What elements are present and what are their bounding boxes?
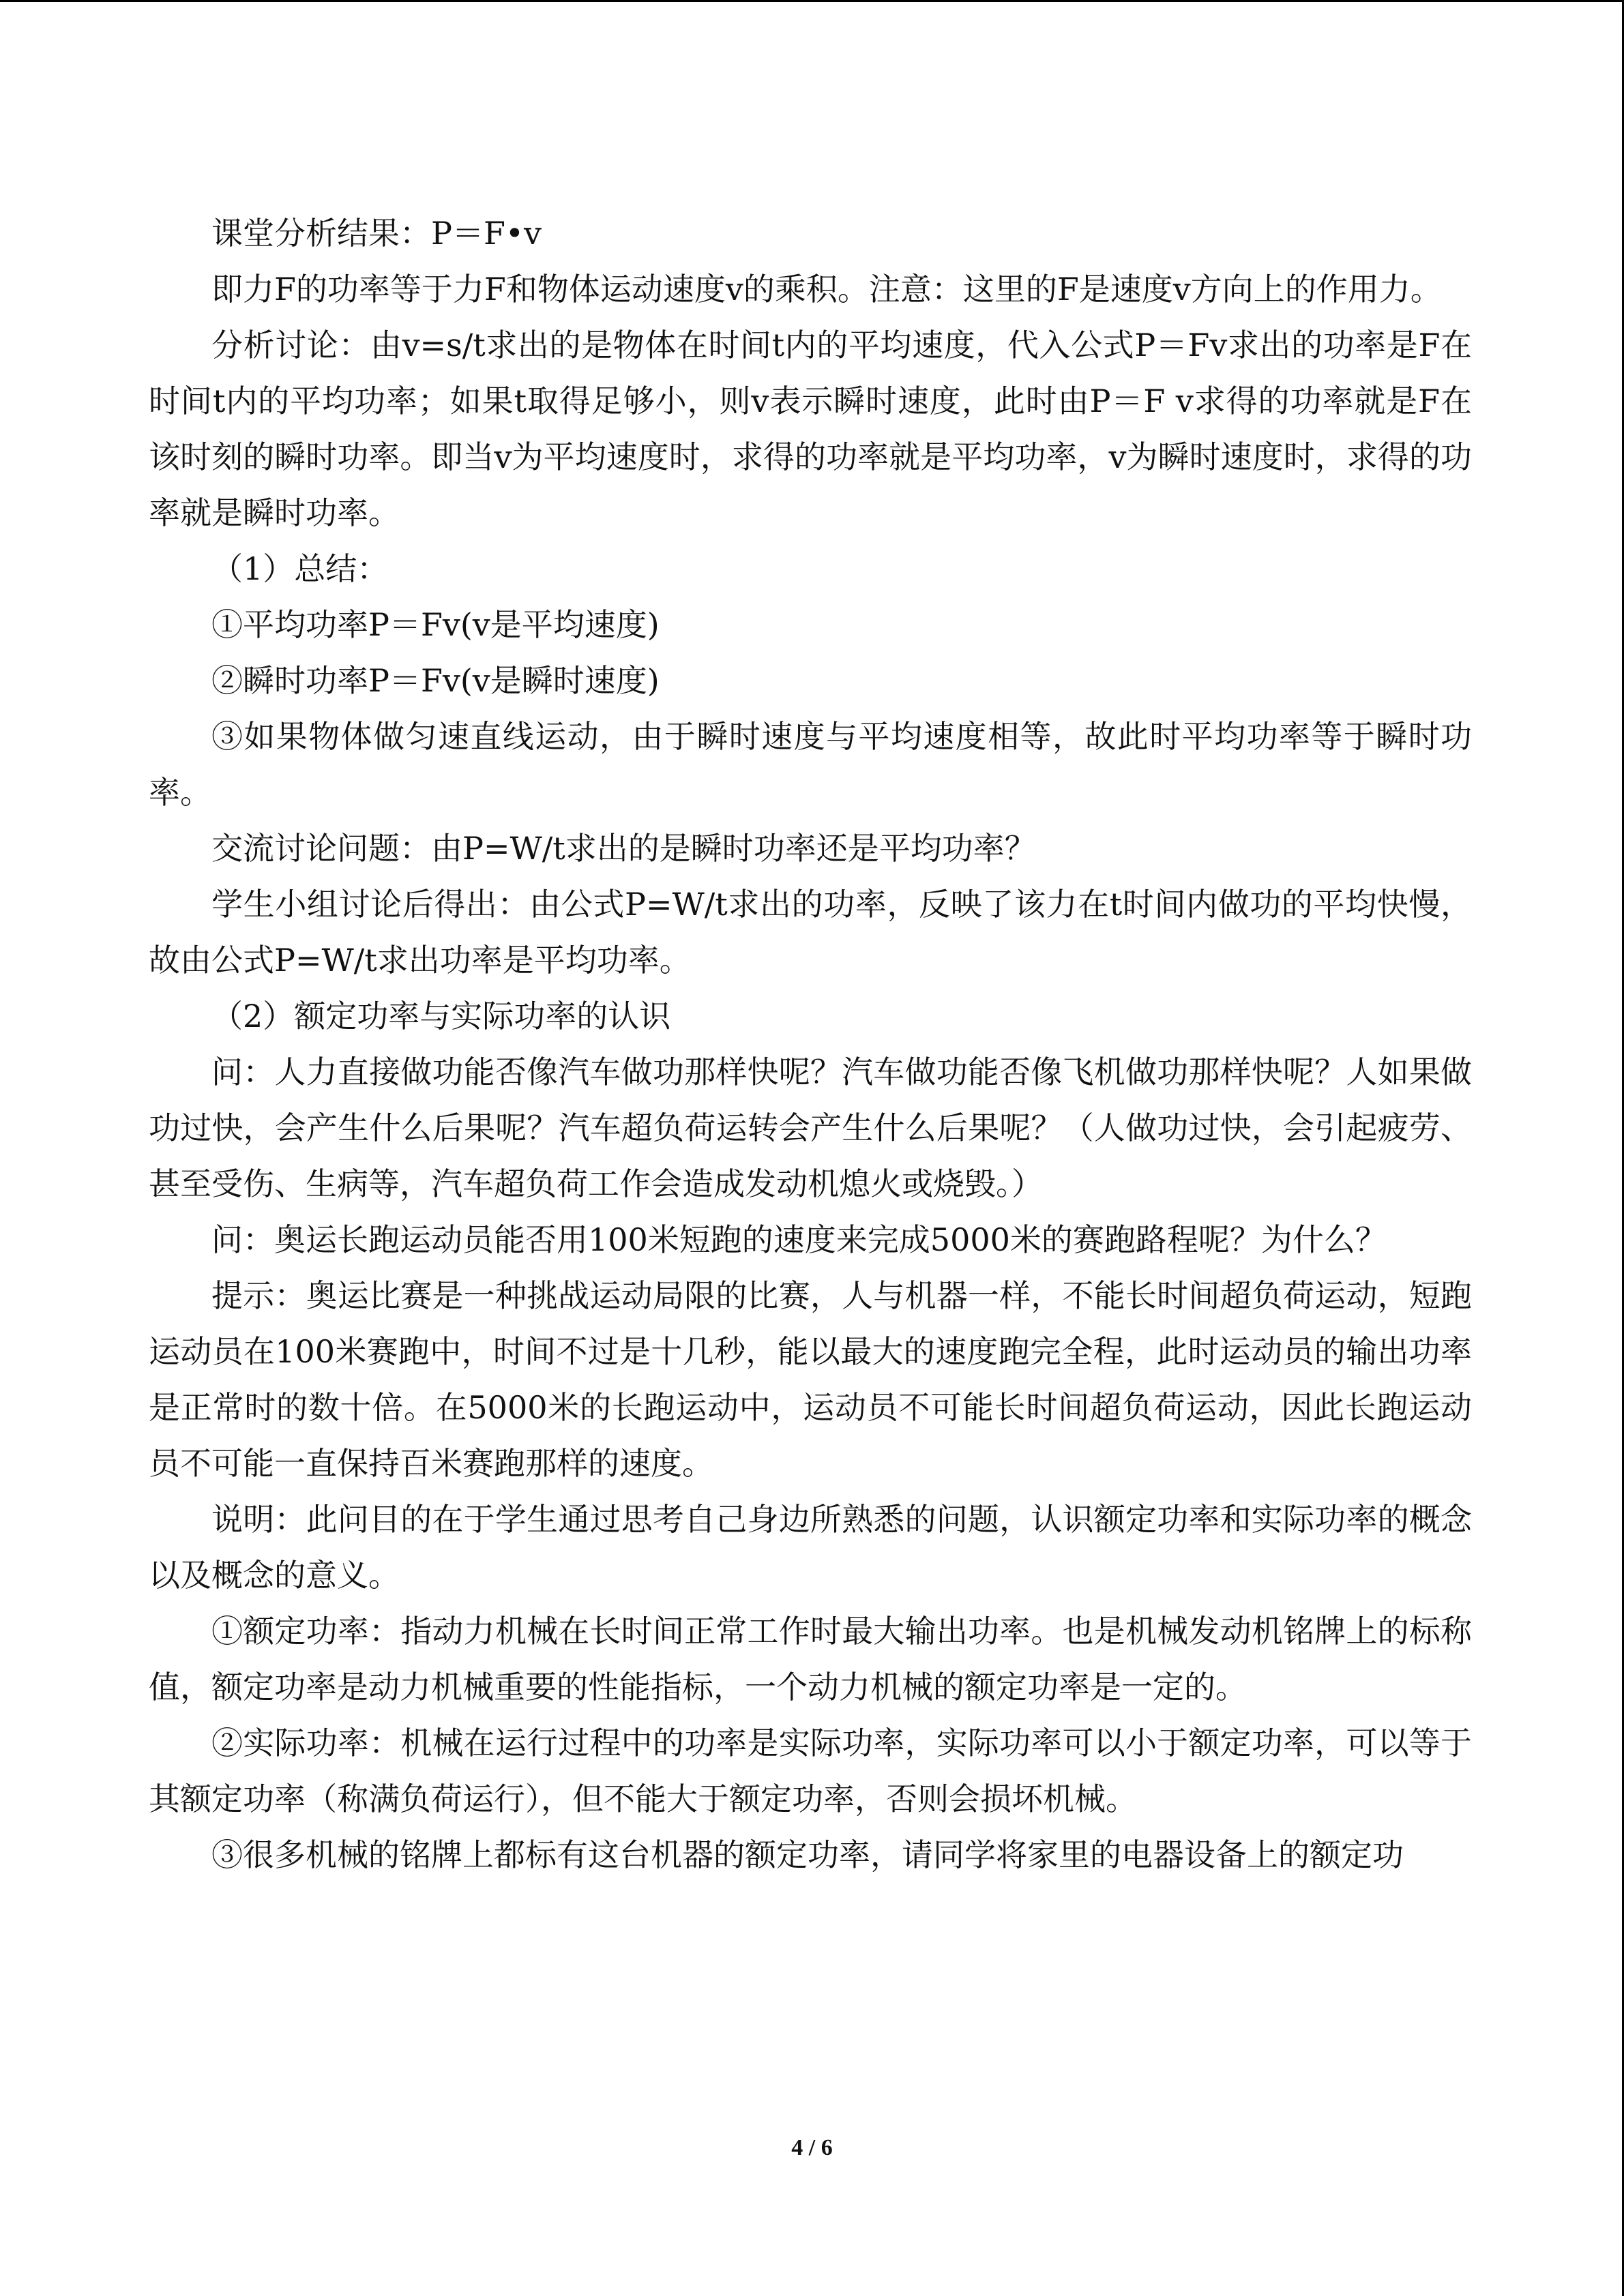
list-item-rated-power: ①额定功率：指动力机械在长时间正常工作时最大输出功率。也是机械发动机铭牌上的标称值，额定功率是动力机械重要的性能指标，一个动力机械的额定功率是一定的。 <box>149 1613 1472 1705</box>
paragraph-question-1: 问：人力直接做功能否像汽车做功那样快呢？汽车做功能否像飞机做功那样快呢？人如果做功过快，会产生什么后果呢？汽车超负荷运转会产生什么后果呢？（人做功过快，会引起疲劳、甚至受伤、生病等，汽车超负荷工作会造成发动机熄火或烧毁。） <box>149 1054 1472 1202</box>
page-number: 4 / 6 <box>791 2135 833 2160</box>
paragraph-definition: 即力F的功率等于力F和物体运动速度v的乘积。注意：这里的F是速度v方向上的作用力。 <box>211 271 1442 308</box>
paragraph-question-2: 问：奥运长跑运动员能否用100米短跑的速度来完成5000米的赛跑路程呢？为什么？ <box>211 1221 1387 1258</box>
list-item-uniform-motion: ③如果物体做匀速直线运动，由于瞬时速度与平均速度相等，故此时平均功率等于瞬时功率。 <box>149 718 1472 811</box>
section-heading-rated-power: （2）额定功率与实际功率的认识 <box>211 998 671 1034</box>
list-item-average-power: ①平均功率P＝Fv(v是平均速度) <box>211 606 660 643</box>
list-item-nameplate: ③很多机械的铭牌上都标有这台机器的额定功率，请同学将家里的电器设备上的额定功 <box>211 1836 1404 1873</box>
paragraph-hint: 提示：奥运比赛是一种挑战运动局限的比赛，人与机器一样，不能长时间超负荷运动，短跑运动员在100米赛跑中，时间不过是十几秒，能以最大的速度跑完全程，此时运动员的输出功率是正常时的数十倍。在5000米的长跑运动中，运动员不可能长时间超负荷运动，因此长跑运动员不可能一直保持百米赛跑那样的速度。 <box>149 1277 1472 1482</box>
list-item-actual-power: ②实际功率：机械在运行过程中的功率是实际功率，实际功率可以小于额定功率，可以等于其额定功率（称满负荷运行），但不能大于额定功率，否则会损坏机械。 <box>149 1725 1472 1817</box>
paragraph-explanation: 说明：此问目的在于学生通过思考自己身边所熟悉的问题，认识额定功率和实际功率的概念以及概念的意义。 <box>149 1501 1472 1594</box>
section-heading-summary: （1）总结： <box>211 550 389 587</box>
list-item-instant-power: ②瞬时功率P＝Fv(v是瞬时速度) <box>211 662 660 699</box>
document-body <box>149 205 1472 1883</box>
paragraph-analysis: 分析讨论：由v=s/t求出的是物体在时间t内的平均速度，代入公式P＝Fv求出的功率是F在时间t内的平均功率；如果t取得足够小，则v表示瞬时速度，此时由P＝F v求得的功率就是F在该时刻的瞬时功率。即当v为平均速度时，求得的功率就是平均功率，v为瞬时速度时，求得的功率就是瞬时功率。 <box>149 327 1472 531</box>
paragraph-result: 课堂分析结果：P＝F•v <box>211 215 542 252</box>
paragraph-discussion-question: 交流讨论问题：由P=W/t求出的是瞬时功率还是平均功率？ <box>211 830 1036 867</box>
paragraph-group-conclusion: 学生小组讨论后得出：由公式P=W/t求出的功率，反映了该力在t时间内做功的平均快慢，故由公式P=W/t求出功率是平均功率。 <box>149 886 1472 979</box>
